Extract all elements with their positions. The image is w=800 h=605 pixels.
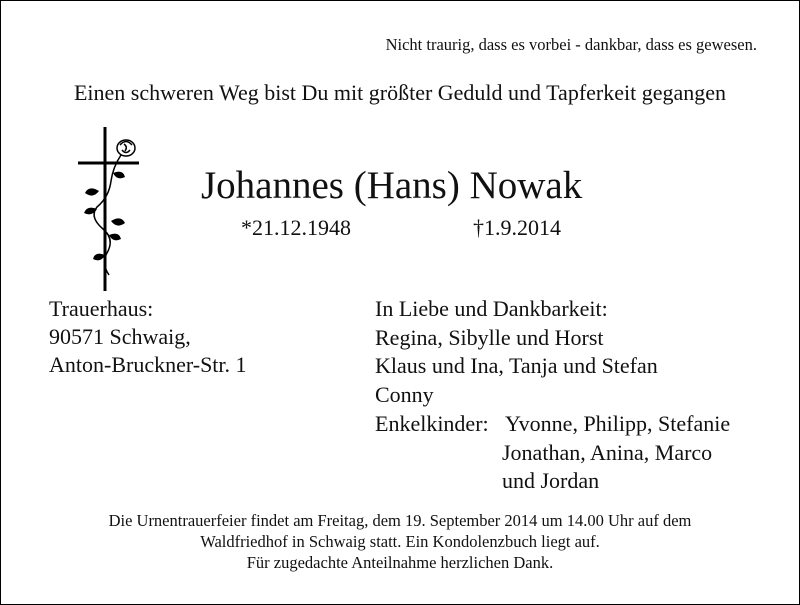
family-line: Conny: [375, 382, 434, 408]
notice-line: Waldfriedhof in Schwaig statt. Ein Kondolenzbuch liegt auf.: [200, 532, 600, 551]
grandchildren-line: Yvonne, Philipp, Stefanie: [505, 410, 731, 436]
mourning-house-city: 90571 Schwaig,: [49, 324, 191, 349]
mourning-house-label: Trauerhaus:: [49, 296, 154, 321]
mourning-house-block: [49, 295, 247, 379]
birth-date: *21.12.1948: [241, 215, 351, 240]
grandchildren-label: Enkelkinder:: [375, 410, 489, 436]
grandchildren-row: [375, 410, 730, 439]
grandchildren-line: und Jordan: [502, 468, 600, 494]
family-block: [375, 295, 730, 496]
family-line: Klaus und Ina, Tanja und Stefan: [375, 353, 658, 379]
family-intro: In Liebe und Dankbarkeit:: [375, 296, 608, 321]
cross-with-rose-icon: [75, 125, 145, 295]
grandchildren-line: Jonathan, Anina, Marco: [502, 439, 713, 465]
family-line: Regina, Sibylle und Horst: [375, 324, 604, 350]
notice-line: Für zugedachte Anteilnahme herzlichen Dank.: [246, 553, 554, 572]
motto: Nicht traurig, dass es vorbei - dankbar, dass es gewesen.: [385, 35, 757, 54]
subtitle: Einen schweren Weg bist Du mit größter Geduld und Tapferkeit gegangen: [73, 80, 727, 105]
notice-line: Die Urnentrauerfeier findet am Freitag, dem 19. September 2014 um 14.00 Uhr auf dem: [108, 511, 692, 530]
funeral-notice: [1, 510, 799, 573]
mourning-house-street: Anton-Bruckner-Str. 1: [49, 352, 247, 377]
death-date: †1.9.2014: [473, 215, 561, 240]
deceased-name: Johannes (Hans) Nowak: [201, 164, 583, 207]
